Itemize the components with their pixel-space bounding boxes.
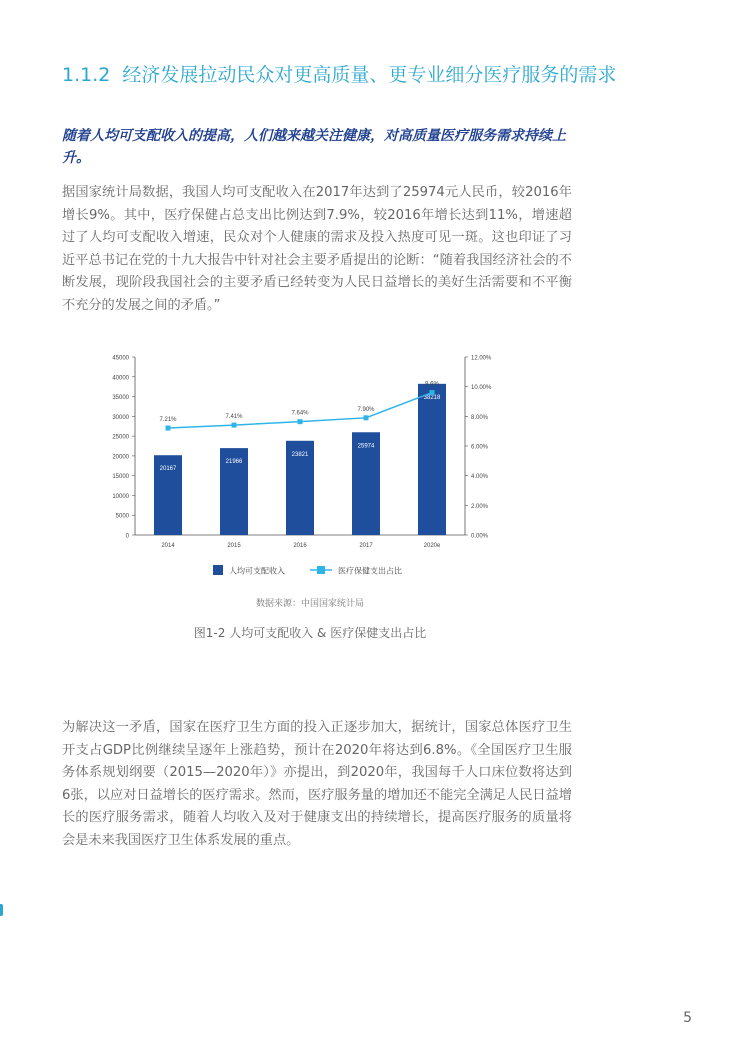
left-tick-label: 30000 xyxy=(112,414,129,421)
figure-caption: 图1-2 人均可支配收入 & 医疗保健支出占比 xyxy=(193,626,427,640)
chart-svg xyxy=(95,345,535,610)
left-tick-label: 20000 xyxy=(112,454,129,461)
right-tick-label: 4.00% xyxy=(471,474,489,481)
edge-marker xyxy=(0,904,3,916)
health-share-marker xyxy=(166,426,171,431)
health-share-marker xyxy=(430,390,435,395)
income-bar-label: 25974 xyxy=(357,443,375,450)
section-heading: 经济发展拉动民众对更高质量、更专业细分医疗服务的需求 xyxy=(122,64,617,86)
health-share-marker xyxy=(232,423,237,428)
legend-label-income: 人均可支配收入 xyxy=(229,566,285,576)
legend-marker-health xyxy=(317,566,325,574)
left-tick-label: 45000 xyxy=(112,355,129,362)
legend-label-health: 医疗保健支出占比 xyxy=(338,566,402,576)
lead-paragraph: 随着人均可支配收入的提高，人们越来越关注健康，对高质量医疗服务需求持续上升。 xyxy=(62,128,566,166)
legend-swatch-income xyxy=(213,565,223,575)
income-bar-label: 38218 xyxy=(423,394,441,401)
right-tick-label: 2.00% xyxy=(471,503,489,510)
section-number: 1.1.2 xyxy=(62,64,111,86)
page-number: 5 xyxy=(683,1010,692,1026)
right-tick-label: 6.00% xyxy=(471,444,489,451)
income-health-chart xyxy=(95,345,535,610)
body-paragraph-1: 据国家统计局数据，我国人均可支配收入在2017年达到了25974元人民币，较2016年增长9%。其中，医疗保健占总支出比例达到7.9%，较2016年增长达到11%，增速超过了人均可支配收入增速，民众对个人健康的需求及投入热度可见一斑。这也印证了习近平总书记在党的十九大报告中针对社会主要矛盾提出的论断：“随着我国经济社会的不断发展，现阶段我国社会的主要矛盾已经转变为人民日益增长的美好生活需要和不平衡不充分的发展之间的矛盾。” xyxy=(62,185,572,313)
right-tick-label: 10.00% xyxy=(471,385,492,392)
health-share-label: 7.90% xyxy=(357,406,375,413)
health-share-marker xyxy=(364,415,369,420)
right-tick-label: 12.00% xyxy=(471,355,492,362)
left-tick-label: 35000 xyxy=(112,395,129,402)
left-tick-label: 10000 xyxy=(112,493,129,500)
x-tick-label: 2020e xyxy=(423,543,441,549)
health-share-label: 9.6% xyxy=(425,381,439,388)
chart-source: 数据来源：中国国家统计局 xyxy=(255,599,364,609)
left-tick-label: 25000 xyxy=(112,434,129,441)
health-share-label: 7.41% xyxy=(225,414,243,421)
income-bar-label: 21966 xyxy=(225,459,243,466)
left-tick-label: 15000 xyxy=(112,474,129,481)
x-tick-label: 2017 xyxy=(359,543,373,549)
income-bar-label: 23821 xyxy=(291,451,309,458)
health-share-label: 7.64% xyxy=(291,410,309,417)
x-tick-label: 2014 xyxy=(161,543,175,549)
left-tick-label: 0 xyxy=(125,533,129,540)
income-bar-label: 20167 xyxy=(159,466,177,473)
section-title xyxy=(62,60,702,87)
body-paragraph-2: 为解决这一矛盾，国家在医疗卫生方面的投入正逐步加大，据统计，国家总体医疗卫生开支占GDP比例继续呈逐年上涨趋势，预计在2020年将达到6.8%。《全国医疗卫生服务体系规划纲要（2015—2020年）》亦提出，到2020年，我国每千人口床位数将达到6张，以应对日益增长的医疗需求。然而，医疗服务量的增加还不能完全满足人民日益增长的医疗服务需求，随着人均收入及对于健康支出的持续增长，提高医疗服务的质量将会是未来我国医疗卫生体系发展的重点。 xyxy=(62,720,572,848)
x-tick-label: 2016 xyxy=(293,543,307,549)
x-tick-label: 2015 xyxy=(227,543,241,549)
right-tick-label: 8.00% xyxy=(471,414,489,421)
health-share-marker xyxy=(298,419,303,424)
income-bar xyxy=(418,381,446,535)
left-tick-label: 5000 xyxy=(115,513,129,520)
left-tick-label: 40000 xyxy=(112,375,129,382)
right-tick-label: 0.00% xyxy=(471,533,489,540)
health-share-label: 7.21% xyxy=(159,417,177,424)
